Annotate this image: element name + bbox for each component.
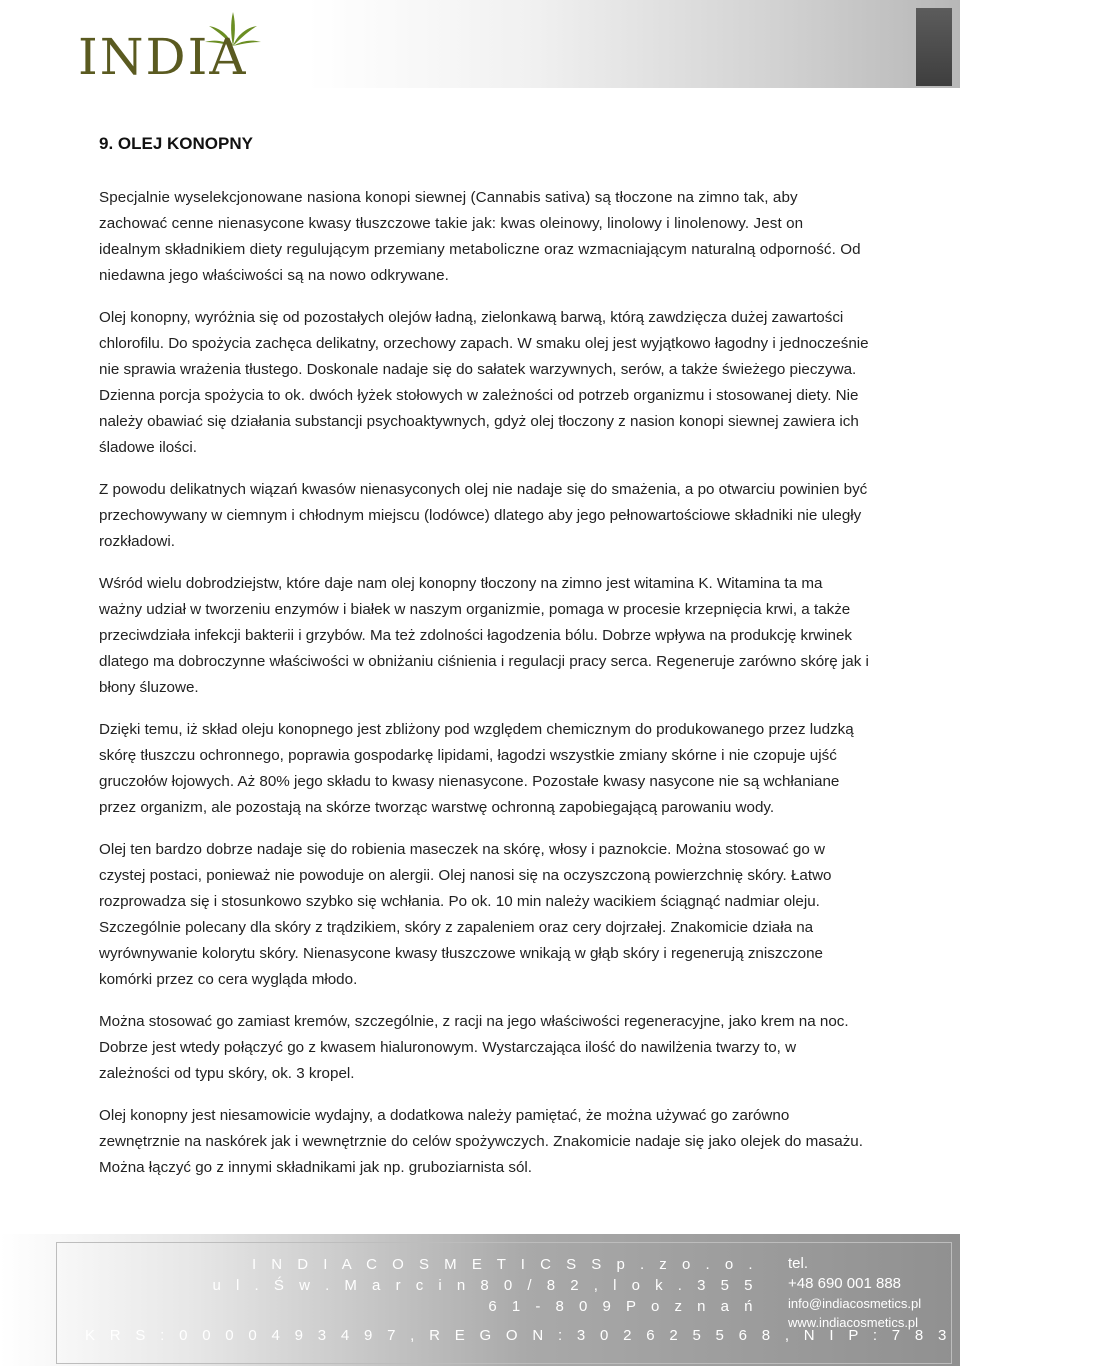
company-name: I N D I A C O S M E T I C S S p . z o . o . [251,1256,758,1273]
paragraph: Olej konopny, wyróżnia się od pozostałych olejów ładną, zielonkawą barwą, którą zawdzięcza dużej zawartości chlorofilu. Do spożycia zachęca delikatny, orzechowy zapach. W smaku olej jest wyjątkowo łagodny i jednocześnie nie sprawia wrażenia tłustego. Doskonale nadaje się do sałatek warzywnych, serów, a także świeżego pieczywa. Dzienna porcja spożycia to ok. dwóch łyżek stołowych w zależności od potrzeb organizmu i stosowanej diety. Nie należy obawiać się działania substancji psychoaktywnych, gdyż olej tłoczony z nasion konopi siewnej zawiera ich śladowe ilości. [99,309,869,456]
paragraph: Olej konopny jest niesamowicie wydajny, a dodatkowa należy pamiętać, że można używać go zarówno zewnętrznie na naskórek jak i wewnętrznie do celów spożywczych. Znakomicie nadaje się jako olejek do masażu. Można łączyć go z innymi składnikami jak np. gruboziarnista sól. [99,1107,863,1176]
tel-label: tel. [788,1255,809,1272]
paragraph: Dzięki temu, iż skład oleju konopnego jest zbliżony pod względem chemicznym do produkowanego przez ludzką skórę tłuszczu ochronnego, poprawia gospodarkę lipidami, łagodzi wszystkie zmiany skórne i nie czopuje ujść gruczołów łojowych. Aż 80% jego składu to kwasy nienasycone. Pozostałe kwasy nasycone nie są wchłaniane przez organizm, ale pozostają na skórze tworząc warstwę ochronną zapobiegającą parowaniu wody. [99,721,854,816]
company-address [213,1254,758,1317]
india-logo [78,12,288,84]
street-address: u l . Ś w . M a r c i n 8 0 / 8 2 , l o k . 3 5 5 [212,1277,758,1294]
logo-wordmark: INDIA [78,28,248,86]
email-link[interactable]: info@indiacosmetics.pl [788,1296,922,1311]
document-body [99,134,869,1197]
contact-info [788,1254,921,1332]
paragraph: Olej ten bardzo dobrze nadaje się do robienia maseczek na skórę, włosy i paznokcie. Można stosować go w czystej postaci, ponieważ nie powoduje on alergii. Olej nanosi się na oczyszczoną powierzchnię skóry. Łatwo rozprowadza się i stosunkowo szybko się wchłania. Po ok. 10 min należy wacikiem ściągnąć nadmiar oleju. Szczególnie polecany dla skóry z trądzikiem, skóry z zapaleniem oraz cery dojrzałej. Znakomicie działa na wyrównywanie kolorytu skóry. Nienasycone kwasy tłuszczowe wnikają w głąb skóry i regenerują zniszczone komórki przez co cera wygląda młodo. [99,841,832,988]
website-link[interactable]: www.indiacosmetics.pl [788,1315,919,1330]
page-header [0,0,960,88]
registry-numbers: K R S : 0 0 0 0 4 9 3 4 9 7 , R E G O N : 3 0 2 6 2 5 5 6 8 , N I P : 7 8 3 1 7 0 8 3 2 0 [85,1327,1113,1344]
paragraph: Z powodu delikatnych wiązań kwasów nienasyconych olej nie nadaje się do smażenia, a po otwarciu powinien być przechowywany w ciemnym i chłodnym miejscu (lodówce) dlatego aby jego pełnowartościowe składniki nie uległy rozkładowi. [99,481,868,550]
phone-number: +48 690 001 888 [788,1275,902,1292]
paragraph: Wśród wielu dobrodziejstw, które daje nam olej konopny tłoczony na zimno jest witamina K. Witamina ta ma ważny udział w tworzeniu enzymów i białek w naszym organizmie, pomaga w procesie krzepnięcia krwi, a także przeciwdziała infekcji bakterii i grzybów. Ma też zdolności łagodzenia bólu. Dobrze wpływa na produkcję krwinek dlatego ma dobroczynne właściwości w obniżaniu ciśnienia i regulacji pracy serca. Regeneruje zarówno skórę jak i błony śluzowe. [99,575,869,696]
paragraph: Specjalnie wyselekcjonowane nasiona konopi siewnej (Cannabis sativa) są tłoczone na zimno tak, aby zachować cenne nienasycone kwasy tłuszczowe takie jak: kwas oleinowy, linolowy i linolenowy. Jest on idealnym składnikiem diety regulującym przemiany metaboliczne oraz wzmacniającym naturalną odporność. Od niedawna jego właściwości są na nowo odkrywane. [99,189,861,284]
city-address: 6 1 - 8 0 9 P o z n a ń [488,1298,758,1315]
header-corner-block [916,8,952,86]
paragraph: Można stosować go zamiast kremów, szczególnie, z racji na jego właściwości regeneracyjne, jako krem na noc. Dobrze jest wtedy połączyć go z kwasem hialuronowym. Wystarczająca ilość do nawilżenia twarzy to, w zależności od typu skóry, ok. 3 kropel. [99,1013,849,1082]
document-title: 9. OLEJ KONOPNY [99,134,253,153]
